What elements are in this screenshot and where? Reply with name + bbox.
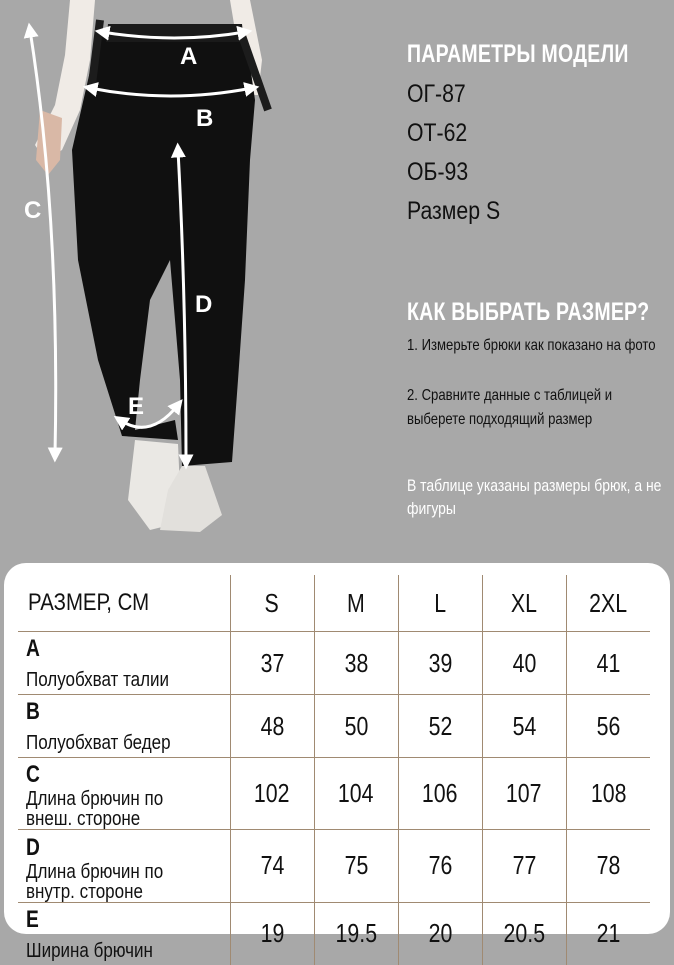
howto-heading: КАК ВЫБРАТЬ РАЗМЕР?: [407, 298, 650, 326]
table-cell: 40: [482, 632, 566, 695]
table-cell: 56: [566, 695, 650, 758]
table-cell: 39: [398, 632, 482, 695]
table-cell: 108: [566, 758, 650, 830]
howto-step-1: 1. Измерьте брюки как показано на фото: [407, 337, 656, 354]
table-cell: 19.5: [314, 902, 398, 965]
row-label: BПолуобхват бедер: [18, 695, 230, 758]
table-cell: 20: [398, 902, 482, 965]
table-cell: 107: [482, 758, 566, 830]
model-photo: [0, 0, 400, 560]
table-header-row: [18, 575, 650, 632]
left-hand: [36, 110, 62, 175]
header-size: 2XL: [566, 575, 650, 632]
table-row: [18, 632, 650, 695]
table-note: В таблице указаны размеры брюк, а не фигуры: [407, 476, 662, 518]
table-cell: 104: [314, 758, 398, 830]
table-cell: 78: [566, 830, 650, 902]
table-cell: 74: [230, 830, 314, 902]
model-heading: ПАРАМЕТРЫ МОДЕЛИ: [407, 40, 629, 68]
table-cell: 102: [230, 758, 314, 830]
table-row: [18, 830, 650, 902]
howto-step-2: 2. Сравните данные с таблицей и выберете подходящий размер: [407, 387, 613, 428]
table-cell: 48: [230, 695, 314, 758]
table-cell: 75: [314, 830, 398, 902]
header-size: L: [398, 575, 482, 632]
table-row: [18, 902, 650, 965]
label-a: A: [180, 43, 198, 70]
header-size: M: [314, 575, 398, 632]
table-row: [18, 758, 650, 830]
table-cell: 77: [482, 830, 566, 902]
header-label: РАЗМЕР, СМ: [18, 575, 230, 632]
table-cell: 41: [566, 632, 650, 695]
table-cell: 52: [398, 695, 482, 758]
table-cell: 54: [482, 695, 566, 758]
table-cell: 20.5: [482, 902, 566, 965]
size-table: [18, 575, 650, 965]
label-d: D: [195, 291, 213, 318]
model-size: Размер S: [407, 197, 501, 225]
table-cell: 76: [398, 830, 482, 902]
size-table-card: [4, 563, 670, 962]
label-e: E: [128, 393, 145, 420]
row-label: AПолуобхват талии: [18, 632, 230, 695]
model-param-ob: ОБ-93: [407, 158, 469, 186]
label-b: B: [196, 105, 214, 132]
model-param-ot: ОТ-62: [407, 119, 468, 147]
row-label: EШирина брючин: [18, 902, 230, 965]
table-cell: 19: [230, 902, 314, 965]
row-label: DДлина брючин по внутр. стороне: [18, 830, 230, 902]
table-cell: 37: [230, 632, 314, 695]
header-size: XL: [482, 575, 566, 632]
row-label: CДлина брючин по внеш. стороне: [18, 758, 230, 830]
label-c: C: [24, 197, 42, 224]
model-param-og: ОГ-87: [407, 80, 466, 108]
table-row: [18, 695, 650, 758]
table-cell: 21: [566, 902, 650, 965]
table-cell: 50: [314, 695, 398, 758]
header-size: S: [230, 575, 314, 632]
table-cell: 106: [398, 758, 482, 830]
table-cell: 38: [314, 632, 398, 695]
